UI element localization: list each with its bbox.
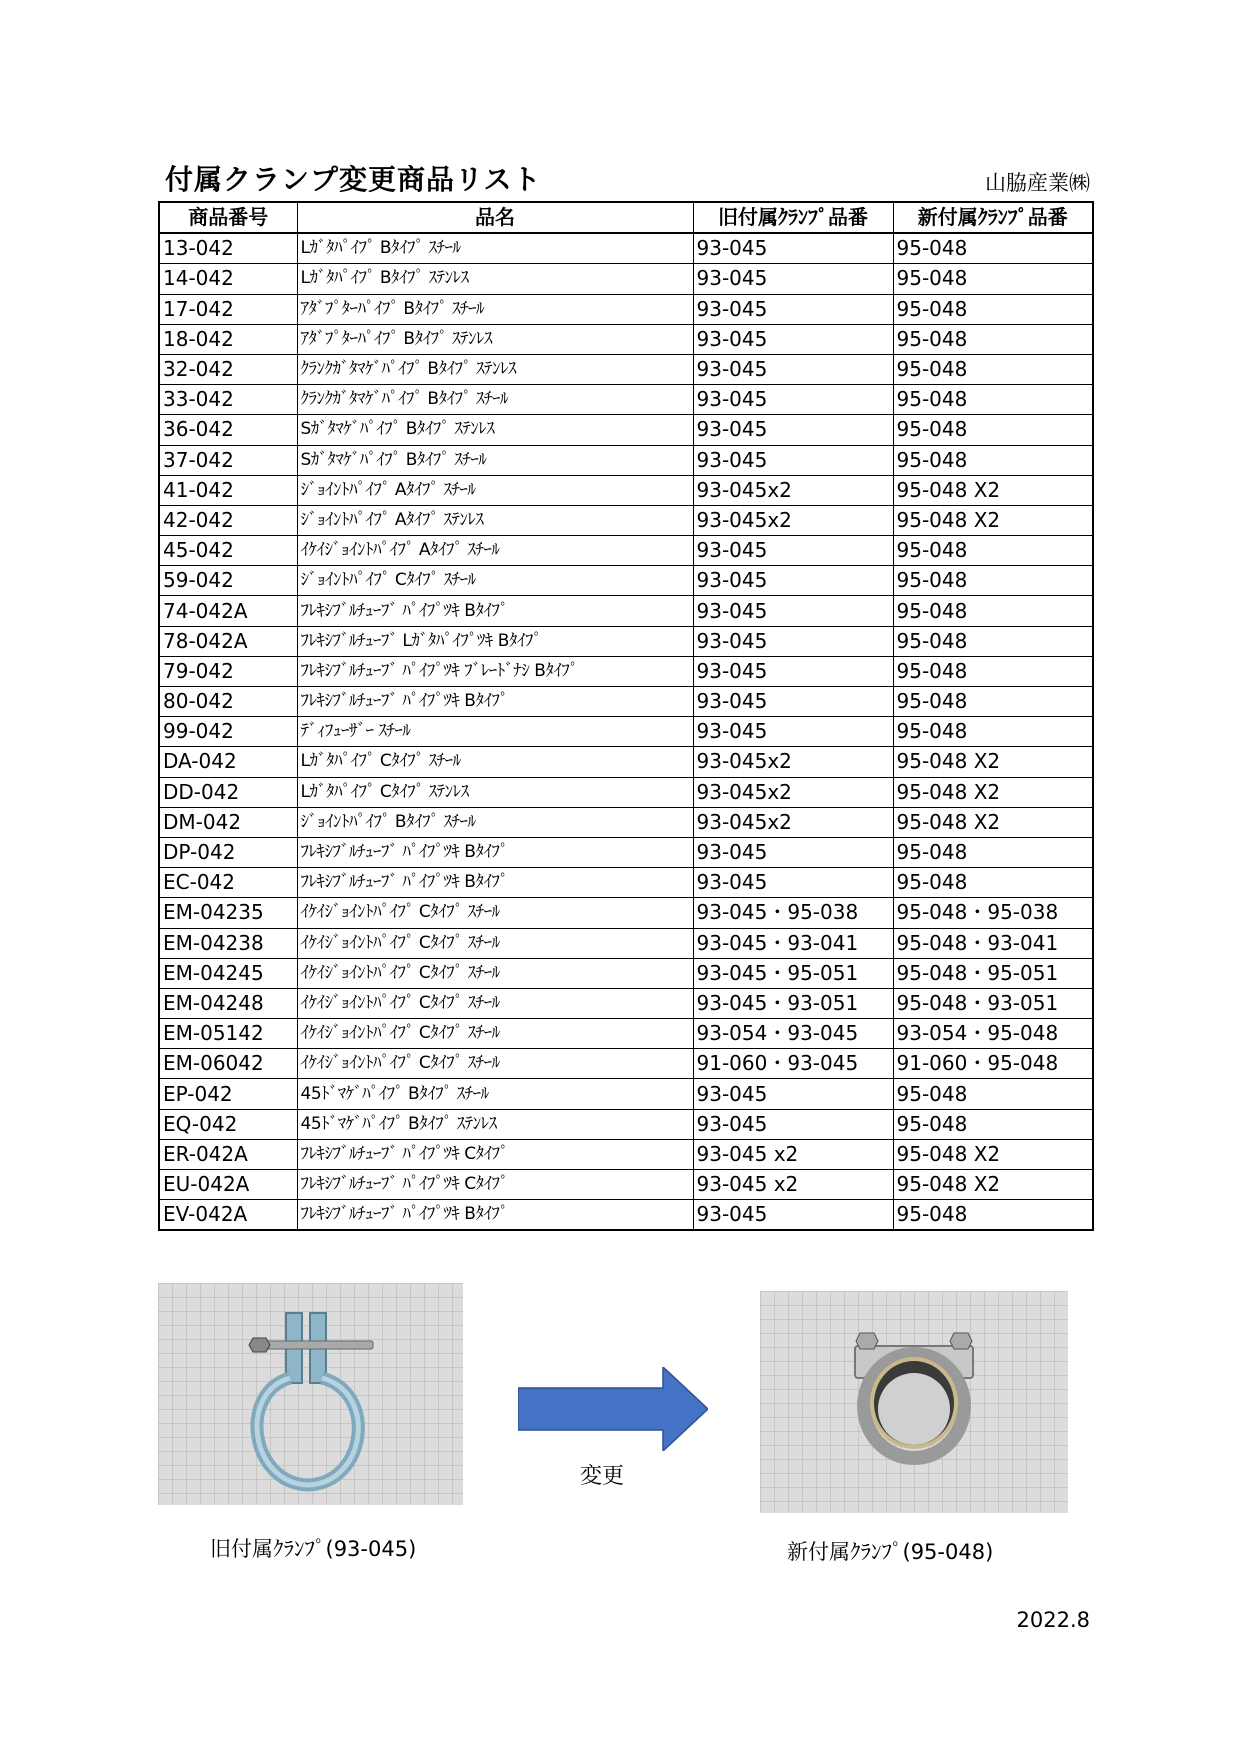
product-name-cell: ｼﾞｮｲﾝﾄﾊﾟｲﾌﾟ Bﾀｲﾌﾟ ｽﾁｰﾙ: [297, 807, 693, 837]
new-clamp-number-cell: 95-048 X2: [893, 505, 1093, 535]
table-row: [159, 505, 1093, 535]
new-clamp-number-cell: 95-048 X2: [893, 1170, 1093, 1200]
old-clamp-number-cell: 93-054・93-045: [693, 1019, 893, 1049]
table-row: [159, 717, 1093, 747]
table-row: [159, 324, 1093, 354]
new-clamp-number-cell: 95-048 X2: [893, 475, 1093, 505]
product-name-cell: ｸﾗﾝｸｶﾞﾀﾏｹﾞﾊﾟｲﾌﾟ Bﾀｲﾌﾟ ｽﾁｰﾙ: [297, 385, 693, 415]
change-arrow-icon: [518, 1367, 708, 1451]
new-clamp-number-cell: 95-048: [893, 415, 1093, 445]
product-name-cell: ｼﾞｮｲﾝﾄﾊﾟｲﾌﾟ Cﾀｲﾌﾟ ｽﾁｰﾙ: [297, 566, 693, 596]
table-row: [159, 354, 1093, 384]
product-name-cell: ﾌﾚｷｼﾌﾞﾙﾁｭｰﾌﾞ ﾊﾟｲﾌﾟﾂｷ Bﾀｲﾌﾟ: [297, 837, 693, 867]
product-name-cell: ｱﾀﾞﾌﾟﾀｰﾊﾟｲﾌﾟ Bﾀｲﾌﾟ ｽﾃﾝﾚｽ: [297, 324, 693, 354]
table-row: [159, 988, 1093, 1018]
new-clamp-number-cell: 95-048: [893, 536, 1093, 566]
new-clamp-number-cell: 95-048: [893, 324, 1093, 354]
product-name-cell: ｲｹｲｼﾞｮｲﾝﾄﾊﾟｲﾌﾟ Cﾀｲﾌﾟ ｽﾁｰﾙ: [297, 1049, 693, 1079]
new-clamp-number-cell: 93-054・95-048: [893, 1019, 1093, 1049]
old-clamp-number-cell: 93-045: [693, 566, 893, 596]
product-name-cell: ｲｹｲｼﾞｮｲﾝﾄﾊﾟｲﾌﾟ Cﾀｲﾌﾟ ｽﾁｰﾙ: [297, 1019, 693, 1049]
new-clamp-number-cell: 95-048: [893, 656, 1093, 686]
product-name-cell: ﾌﾚｷｼﾌﾞﾙﾁｭｰﾌﾞ ﾊﾟｲﾌﾟﾂｷ ﾌﾞﾚｰﾄﾞﾅｼ Bﾀｲﾌﾟ: [297, 656, 693, 686]
new-clamp-number-cell: 95-048・95-038: [893, 898, 1093, 928]
old-clamp-number-cell: 93-045: [693, 656, 893, 686]
column-header-old-clamp: 旧付属ｸﾗﾝﾌﾟ品番: [693, 202, 893, 233]
product-name-cell: ﾌﾚｷｼﾌﾞﾙﾁｭｰﾌﾞ ﾊﾟｲﾌﾟﾂｷ Bﾀｲﾌﾟ: [297, 1200, 693, 1231]
product-number-cell: 13-042: [159, 233, 297, 264]
product-number-cell: EP-042: [159, 1079, 297, 1109]
old-clamp-number-cell: 93-045x2: [693, 505, 893, 535]
product-name-cell: Lｶﾞﾀﾊﾟｲﾌﾟ Bﾀｲﾌﾟ ｽﾃﾝﾚｽ: [297, 264, 693, 294]
table-row: [159, 1170, 1093, 1200]
old-clamp-number-cell: 93-045: [693, 264, 893, 294]
table-row: [159, 747, 1093, 777]
product-number-cell: 36-042: [159, 415, 297, 445]
product-name-cell: ｼﾞｮｲﾝﾄﾊﾟｲﾌﾟ Aﾀｲﾌﾟ ｽﾁｰﾙ: [297, 475, 693, 505]
product-number-cell: EV-042A: [159, 1200, 297, 1231]
new-clamp-number-cell: 95-048: [893, 717, 1093, 747]
old-clamp-number-cell: 93-045: [693, 294, 893, 324]
old-clamp-number-cell: 93-045: [693, 445, 893, 475]
document-date: 2022.8: [1016, 1608, 1090, 1632]
table-row: [159, 928, 1093, 958]
column-header-product-number: 商品番号: [159, 202, 297, 233]
table-row: [159, 1019, 1093, 1049]
new-clamp-number-cell: 95-048: [893, 596, 1093, 626]
old-clamp-number-cell: 93-045: [693, 1109, 893, 1139]
table-row: [159, 807, 1093, 837]
new-clamp-number-cell: 95-048: [893, 1079, 1093, 1109]
company-name: 山脇産業㈱: [985, 171, 1090, 195]
product-name-cell: ﾌﾚｷｼﾌﾞﾙﾁｭｰﾌﾞ Lｶﾞﾀﾊﾟｲﾌﾟﾂｷ Bﾀｲﾌﾟ: [297, 626, 693, 656]
product-number-cell: 37-042: [159, 445, 297, 475]
product-name-cell: ｲｹｲｼﾞｮｲﾝﾄﾊﾟｲﾌﾟ Cﾀｲﾌﾟ ｽﾁｰﾙ: [297, 898, 693, 928]
table-row: [159, 1139, 1093, 1169]
old-clamp-number-cell: 93-045x2: [693, 777, 893, 807]
new-clamp-number-cell: 95-048: [893, 566, 1093, 596]
new-clamp-number-cell: 95-048 X2: [893, 777, 1093, 807]
table-row: [159, 415, 1093, 445]
product-number-cell: 41-042: [159, 475, 297, 505]
product-name-cell: ﾌﾚｷｼﾌﾞﾙﾁｭｰﾌﾞ ﾊﾟｲﾌﾟﾂｷ Cﾀｲﾌﾟ: [297, 1170, 693, 1200]
new-clamp-number-cell: 95-048: [893, 1200, 1093, 1231]
product-number-cell: 78-042A: [159, 626, 297, 656]
product-name-cell: Sｶﾞﾀﾏｹﾞﾊﾟｲﾌﾟ Bﾀｲﾌﾟ ｽﾁｰﾙ: [297, 445, 693, 475]
product-name-cell: ﾌﾚｷｼﾌﾞﾙﾁｭｰﾌﾞ ﾊﾟｲﾌﾟﾂｷ Bﾀｲﾌﾟ: [297, 687, 693, 717]
product-name-cell: ｲｹｲｼﾞｮｲﾝﾄﾊﾟｲﾌﾟ Cﾀｲﾌﾟ ｽﾁｰﾙ: [297, 928, 693, 958]
new-clamp-number-cell: 95-048: [893, 354, 1093, 384]
old-clamp-number-cell: 93-045: [693, 837, 893, 867]
product-name-cell: ｼﾞｮｲﾝﾄﾊﾟｲﾌﾟ Aﾀｲﾌﾟ ｽﾃﾝﾚｽ: [297, 505, 693, 535]
product-number-cell: 99-042: [159, 717, 297, 747]
new-clamp-number-cell: 95-048 X2: [893, 747, 1093, 777]
product-name-cell: 45ﾄﾞﾏｹﾞﾊﾟｲﾌﾟ Bﾀｲﾌﾟ ｽﾁｰﾙ: [297, 1079, 693, 1109]
product-number-cell: EQ-042: [159, 1109, 297, 1139]
product-number-cell: EU-042A: [159, 1170, 297, 1200]
table-body: [159, 233, 1093, 1230]
product-number-cell: EC-042: [159, 868, 297, 898]
product-name-cell: ﾌﾚｷｼﾌﾞﾙﾁｭｰﾌﾞ ﾊﾟｲﾌﾟﾂｷ Bﾀｲﾌﾟ: [297, 868, 693, 898]
old-clamp-number-cell: 93-045: [693, 354, 893, 384]
old-clamp-number-cell: 93-045: [693, 687, 893, 717]
product-number-cell: DD-042: [159, 777, 297, 807]
product-number-cell: 80-042: [159, 687, 297, 717]
old-clamp-number-cell: 93-045: [693, 868, 893, 898]
new-clamp-number-cell: 95-048: [893, 837, 1093, 867]
product-name-cell: ﾌﾚｷｼﾌﾞﾙﾁｭｰﾌﾞ ﾊﾟｲﾌﾟﾂｷ Bﾀｲﾌﾟ: [297, 596, 693, 626]
table-row: [159, 656, 1093, 686]
table-row: [159, 837, 1093, 867]
new-clamp-number-cell: 95-048 X2: [893, 1139, 1093, 1169]
product-number-cell: DP-042: [159, 837, 297, 867]
table-row: [159, 868, 1093, 898]
old-clamp-number-cell: 93-045: [693, 324, 893, 354]
old-clamp-number-cell: 93-045: [693, 596, 893, 626]
product-number-cell: EM-04245: [159, 958, 297, 988]
product-number-cell: 59-042: [159, 566, 297, 596]
product-number-cell: EM-04238: [159, 928, 297, 958]
old-clamp-photo: [158, 1283, 463, 1505]
new-clamp-number-cell: 91-060・95-048: [893, 1049, 1093, 1079]
column-header-product-name: 品名: [297, 202, 693, 233]
product-number-cell: EM-04235: [159, 898, 297, 928]
new-clamp-number-cell: 95-048: [893, 868, 1093, 898]
old-clamp-number-cell: 93-045: [693, 626, 893, 656]
old-clamp-image: [158, 1283, 463, 1505]
table-row: [159, 1200, 1093, 1231]
new-clamp-caption: 新付属ｸﾗﾝﾌﾟ(95-048): [787, 1540, 994, 1564]
new-clamp-number-cell: 95-048・95-051: [893, 958, 1093, 988]
new-clamp-number-cell: 95-048: [893, 294, 1093, 324]
product-number-cell: 32-042: [159, 354, 297, 384]
product-number-cell: EM-04248: [159, 988, 297, 1018]
old-clamp-number-cell: 93-045・93-051: [693, 988, 893, 1018]
table-row: [159, 1079, 1093, 1109]
old-clamp-number-cell: 93-045: [693, 1079, 893, 1109]
old-clamp-number-cell: 93-045: [693, 717, 893, 747]
new-clamp-number-cell: 95-048: [893, 626, 1093, 656]
table-row: [159, 596, 1093, 626]
product-number-cell: 42-042: [159, 505, 297, 535]
product-name-cell: ﾃﾞｨﾌｭｰｻﾞｰ ｽﾁｰﾙ: [297, 717, 693, 747]
table-row: [159, 1049, 1093, 1079]
product-number-cell: EM-06042: [159, 1049, 297, 1079]
change-label: 変更: [580, 1464, 625, 1489]
product-number-cell: 45-042: [159, 536, 297, 566]
product-name-cell: Lｶﾞﾀﾊﾟｲﾌﾟ Bﾀｲﾌﾟ ｽﾁｰﾙ: [297, 233, 693, 264]
new-clamp-number-cell: 95-048: [893, 385, 1093, 415]
product-number-cell: ER-042A: [159, 1139, 297, 1169]
table-row: [159, 626, 1093, 656]
product-name-cell: Lｶﾞﾀﾊﾟｲﾌﾟ Cﾀｲﾌﾟ ｽﾃﾝﾚｽ: [297, 777, 693, 807]
table-row: [159, 475, 1093, 505]
old-clamp-number-cell: 93-045: [693, 385, 893, 415]
new-clamp-number-cell: 95-048 X2: [893, 807, 1093, 837]
table-row: [159, 777, 1093, 807]
product-number-cell: 79-042: [159, 656, 297, 686]
old-clamp-number-cell: 93-045・95-038: [693, 898, 893, 928]
product-number-cell: 14-042: [159, 264, 297, 294]
old-clamp-number-cell: 93-045x2: [693, 747, 893, 777]
new-clamp-image: [760, 1291, 1068, 1513]
product-name-cell: ｲｹｲｼﾞｮｲﾝﾄﾊﾟｲﾌﾟ Cﾀｲﾌﾟ ｽﾁｰﾙ: [297, 958, 693, 988]
old-clamp-number-cell: 93-045・93-041: [693, 928, 893, 958]
old-clamp-number-cell: 93-045x2: [693, 475, 893, 505]
product-number-cell: 33-042: [159, 385, 297, 415]
table-header-row: [159, 202, 1093, 233]
table-row: [159, 536, 1093, 566]
product-name-cell: ｱﾀﾞﾌﾟﾀｰﾊﾟｲﾌﾟ Bﾀｲﾌﾟ ｽﾁｰﾙ: [297, 294, 693, 324]
table-row: [159, 1109, 1093, 1139]
old-clamp-caption: 旧付属ｸﾗﾝﾌﾟ(93-045): [210, 1537, 417, 1561]
product-name-cell: 45ﾄﾞﾏｹﾞﾊﾟｲﾌﾟ Bﾀｲﾌﾟ ｽﾃﾝﾚｽ: [297, 1109, 693, 1139]
product-number-cell: 18-042: [159, 324, 297, 354]
table-row: [159, 898, 1093, 928]
product-number-cell: 17-042: [159, 294, 297, 324]
new-clamp-number-cell: 95-048: [893, 233, 1093, 264]
product-name-cell: ｲｹｲｼﾞｮｲﾝﾄﾊﾟｲﾌﾟ Aﾀｲﾌﾟ ｽﾁｰﾙ: [297, 536, 693, 566]
product-table: [158, 201, 1094, 1231]
new-clamp-number-cell: 95-048: [893, 445, 1093, 475]
new-clamp-number-cell: 95-048・93-051: [893, 988, 1093, 1018]
table-row: [159, 958, 1093, 988]
product-number-cell: DA-042: [159, 747, 297, 777]
old-clamp-number-cell: 93-045x2: [693, 807, 893, 837]
table-row: [159, 385, 1093, 415]
product-number-cell: DM-042: [159, 807, 297, 837]
product-name-cell: Lｶﾞﾀﾊﾟｲﾌﾟ Cﾀｲﾌﾟ ｽﾁｰﾙ: [297, 747, 693, 777]
product-name-cell: ﾌﾚｷｼﾌﾞﾙﾁｭｰﾌﾞ ﾊﾟｲﾌﾟﾂｷ Cﾀｲﾌﾟ: [297, 1139, 693, 1169]
new-clamp-photo: [760, 1291, 1068, 1513]
old-clamp-number-cell: 93-045: [693, 233, 893, 264]
new-clamp-number-cell: 95-048: [893, 264, 1093, 294]
table-row: [159, 294, 1093, 324]
old-clamp-number-cell: 91-060・93-045: [693, 1049, 893, 1079]
column-header-new-clamp: 新付属ｸﾗﾝﾌﾟ品番: [893, 202, 1093, 233]
table-row: [159, 264, 1093, 294]
table-row: [159, 445, 1093, 475]
new-clamp-number-cell: 95-048: [893, 687, 1093, 717]
product-name-cell: ｲｹｲｼﾞｮｲﾝﾄﾊﾟｲﾌﾟ Cﾀｲﾌﾟ ｽﾁｰﾙ: [297, 988, 693, 1018]
table-row: [159, 233, 1093, 264]
old-clamp-number-cell: 93-045: [693, 415, 893, 445]
table-row: [159, 566, 1093, 596]
document-title: 付属クランプ変更商品リスト: [165, 163, 542, 196]
old-clamp-number-cell: 93-045: [693, 536, 893, 566]
old-clamp-number-cell: 93-045 x2: [693, 1139, 893, 1169]
new-clamp-number-cell: 95-048: [893, 1109, 1093, 1139]
old-clamp-number-cell: 93-045: [693, 1200, 893, 1231]
old-clamp-number-cell: 93-045・95-051: [693, 958, 893, 988]
product-number-cell: 74-042A: [159, 596, 297, 626]
table-row: [159, 687, 1093, 717]
product-number-cell: EM-05142: [159, 1019, 297, 1049]
product-name-cell: Sｶﾞﾀﾏｹﾞﾊﾟｲﾌﾟ Bﾀｲﾌﾟ ｽﾃﾝﾚｽ: [297, 415, 693, 445]
new-clamp-number-cell: 95-048・93-041: [893, 928, 1093, 958]
product-name-cell: ｸﾗﾝｸｶﾞﾀﾏｹﾞﾊﾟｲﾌﾟ Bﾀｲﾌﾟ ｽﾃﾝﾚｽ: [297, 354, 693, 384]
old-clamp-number-cell: 93-045 x2: [693, 1170, 893, 1200]
